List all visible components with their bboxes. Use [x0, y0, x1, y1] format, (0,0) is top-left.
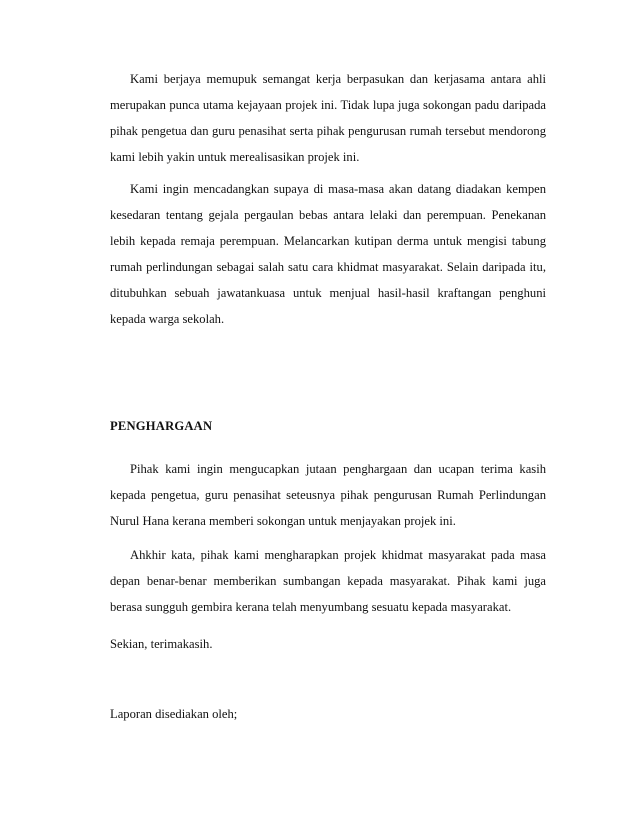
text-line: rumah perlindungan sebagai salah satu cara khidmat masyarakat. Selain daripada itu, — [110, 260, 546, 274]
text-line: kesedaran tentang gejala pergaulan bebas antara lelaki dan perempuan. Penekanan — [110, 208, 546, 222]
paragraph-closing-words — [110, 542, 546, 620]
text-line: ditubuhkan sebuah jawatankuasa untuk menjual hasil-hasil kraftangan penghuni — [110, 286, 546, 300]
text-line: Pihak kami ingin mengucapkan jutaan penghargaan dan ucapan terima kasih — [130, 462, 546, 476]
paragraph-suggestions — [110, 176, 546, 332]
text-line: merupakan punca utama kejayaan projek ini. Tidak lupa juga sokongan padu daripada — [110, 98, 546, 112]
text-line: Kami ingin mencadangkan supaya di masa-masa akan datang diadakan kempen — [130, 182, 546, 196]
text-line: kepada pengetua, guru penasihat seteusnya pihak pengurusan Rumah Perlindungan — [110, 488, 546, 502]
text-line: berasa sungguh gembira kerana telah menyumbang sesuatu kepada masyarakat. — [110, 600, 512, 614]
paragraph-appreciation — [110, 456, 546, 534]
text-line: lebih kepada remaja perempuan. Melancarkan kutipan derma untuk mengisi tabung — [110, 234, 546, 248]
text-line: Kami berjaya memupuk semangat kerja berpasukan dan kerjasama antara ahli — [130, 72, 546, 86]
text-line: Nurul Hana kerana memberi sokongan untuk menjayakan projek ini. — [110, 514, 456, 528]
section-heading: PENGHARGAAN — [110, 419, 213, 433]
closing-line: Sekian, terimakasih. — [110, 637, 213, 651]
text-line: Ahkhir kata, pihak kami mengharapkan projek khidmat masyarakat pada masa — [130, 548, 546, 562]
text-line: kami lebih yakin untuk merealisasikan projek ini. — [110, 150, 360, 164]
text-line: pihak pengetua dan guru penasihat serta pihak pengurusan rumah tersebut mendorong — [110, 124, 546, 138]
paragraph-teamwork — [110, 66, 546, 170]
text-line: depan benar-benar memberikan sumbangan kepada masyarakat. Pihak kami juga — [110, 574, 546, 588]
prepared-by-line: Laporan disediakan oleh; — [110, 707, 238, 721]
text-line: kepada warga sekolah. — [110, 312, 225, 326]
